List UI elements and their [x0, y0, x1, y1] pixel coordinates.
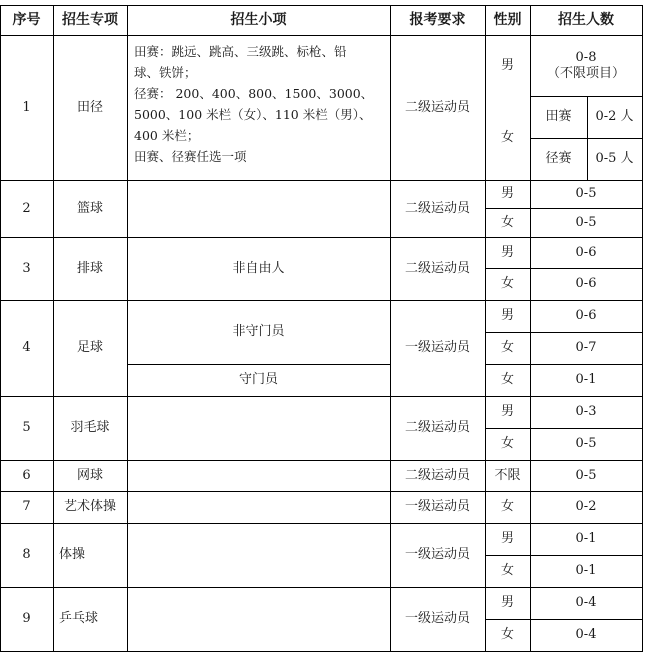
header-gender: 性别	[493, 11, 522, 28]
quota: 0-4	[575, 595, 597, 611]
event-line: 400 米栏；	[134, 128, 200, 143]
row-number: 6	[22, 467, 31, 483]
track-quota: 0-5 人	[595, 151, 634, 167]
gender: 男	[500, 595, 514, 611]
event-name: 非自由人	[232, 260, 285, 276]
sport-name: 羽毛球	[70, 420, 110, 436]
row-number: 9	[22, 611, 31, 627]
quota: 0-5	[575, 186, 597, 202]
gender: 女	[500, 340, 514, 356]
gender: 女	[500, 563, 514, 579]
sport-name: 排球	[76, 260, 103, 276]
header-no: 序号	[12, 11, 41, 28]
row-number: 1	[22, 99, 31, 115]
row-number: 3	[22, 260, 31, 276]
quota: 0-1	[575, 531, 597, 547]
requirement: 二级运动员	[404, 200, 470, 216]
event-line: 5000、100 米栏（女）、110 米栏（男）、	[134, 107, 372, 122]
requirement: 一级运动员	[404, 499, 470, 515]
quota: 0-2	[575, 499, 597, 515]
quota-range: 0-8	[575, 49, 597, 65]
quota: 0-6	[575, 244, 597, 260]
requirement: 一级运动员	[404, 547, 470, 563]
row-number: 8	[22, 547, 31, 563]
gender: 女	[500, 372, 514, 388]
event-line: 田赛、径赛任选一项	[134, 149, 247, 164]
quota: 0-3	[575, 404, 597, 420]
quota: 0-6	[575, 308, 597, 324]
row-number: 4	[22, 340, 31, 356]
track-label: 径赛	[545, 151, 572, 167]
event-name: 守门员	[238, 372, 278, 388]
requirement: 一级运动员	[404, 340, 470, 356]
quota: 0-1	[575, 563, 597, 579]
quota: 0-5	[575, 467, 597, 483]
gender: 女	[500, 436, 514, 452]
event-line: 田赛：跳远、跳高、三级跳、标枪、铅	[134, 44, 347, 59]
quota: 0-4	[575, 627, 597, 643]
sport-name: 篮球	[76, 200, 103, 216]
sport-name: 田径	[76, 99, 103, 115]
field-quota: 0-2 人	[595, 109, 634, 125]
gender: 男	[500, 308, 514, 324]
row-number: 7	[22, 499, 31, 515]
gender: 男	[500, 186, 514, 202]
requirement: 二级运动员	[404, 420, 470, 436]
event-detail	[134, 41, 388, 167]
quota: 0-5	[575, 214, 597, 230]
gender: 女	[500, 499, 514, 515]
requirement: 二级运动员	[404, 467, 470, 483]
quota-note: （不限项目）	[546, 65, 625, 81]
gender: 男	[500, 57, 514, 73]
sport-name: 网球	[76, 467, 103, 483]
sport-name: 乒乓球	[59, 611, 99, 627]
sport-name: 体操	[59, 547, 86, 563]
header-sport: 招生专项	[62, 11, 118, 28]
quota: 0-1	[575, 372, 597, 388]
event-name: 非守门员	[232, 324, 285, 340]
row-number: 2	[22, 200, 31, 216]
gender: 女	[500, 214, 514, 230]
quota: 0-7	[575, 340, 597, 356]
event-line: 球、铁饼；	[134, 65, 197, 80]
gender: 男	[500, 244, 514, 260]
gender: 女	[500, 276, 514, 292]
sport-name: 足球	[76, 340, 103, 356]
requirement: 一级运动员	[404, 611, 470, 627]
header-requirement: 报考要求	[409, 11, 466, 28]
quota: 0-6	[575, 276, 597, 292]
quota: 0-5	[575, 436, 597, 452]
gender: 女	[500, 130, 514, 146]
field-label: 田赛	[545, 109, 572, 125]
event-line: 径赛： 200、400、800、1500、3000、	[134, 86, 374, 101]
requirement: 二级运动员	[404, 260, 470, 276]
gender: 男	[500, 404, 514, 420]
gender: 女	[500, 627, 514, 643]
sport-name: 艺术体操	[63, 499, 116, 515]
row-number: 5	[22, 420, 31, 436]
quota	[530, 35, 642, 96]
gender: 男	[500, 531, 514, 547]
gender: 不限	[494, 467, 521, 483]
requirement: 二级运动员	[404, 99, 470, 115]
header-event: 招生小项	[230, 11, 287, 28]
header-quota: 招生人数	[558, 11, 614, 28]
